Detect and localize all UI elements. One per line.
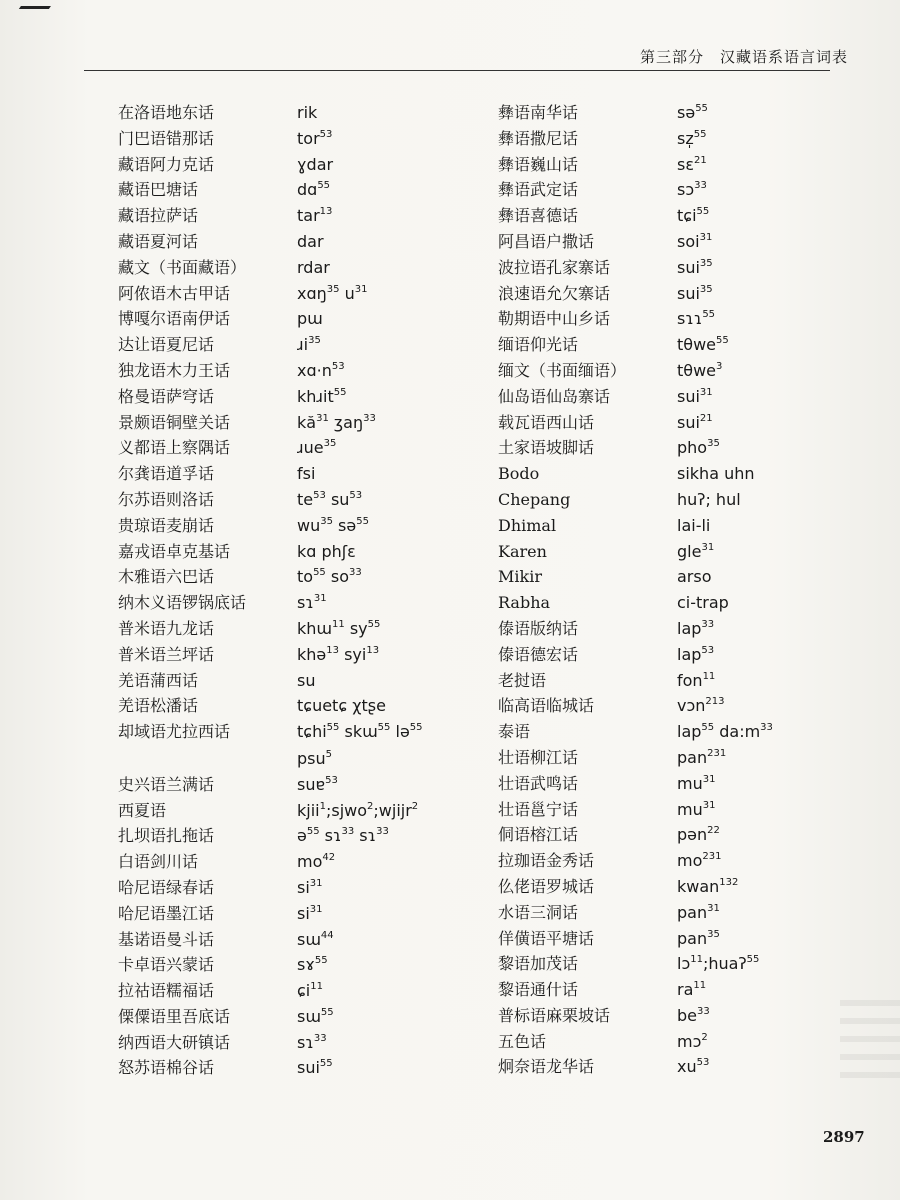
left-word-form: tor$^{53}$ (297, 128, 333, 148)
tone-superscript: 53 (701, 644, 715, 656)
right-dialect-name: Rabha (498, 593, 551, 613)
tone-superscript: 33 (701, 618, 715, 630)
tone-superscript: 5 (325, 748, 333, 760)
left-word-form: khɹit$^{55}$ (297, 386, 347, 406)
left-dialect-name: 白语剑川话 (118, 852, 199, 872)
right-word-form: sikha uhn (677, 464, 755, 484)
left-dialect-name (118, 746, 288, 772)
tone-superscript: 11 (702, 670, 716, 682)
right-word-form: tθwe$^3$ (677, 360, 723, 380)
right-dialect-name: 傣语版纳话 (498, 618, 579, 638)
left-dialect-name: 藏文（书面藏语） (118, 257, 247, 277)
right-dialect-name: 侗语榕江话 (498, 825, 579, 845)
right-dialect-name: 仫佬语罗城话 (498, 876, 595, 896)
tone-superscript: 33 (341, 826, 355, 838)
right-dialect-column (498, 100, 668, 1080)
left-dialect-name: 史兴语兰满话 (118, 774, 215, 794)
right-dialect-name: Karen (498, 541, 547, 561)
left-dialect-name: 格曼语萨穹话 (118, 386, 215, 406)
right-dialect-name: 壮语武鸣话 (498, 773, 579, 793)
tone-superscript: 53 (696, 1057, 710, 1069)
tone-superscript: 132 (719, 876, 739, 888)
right-dialect-name: 浪速语允欠寨话 (498, 283, 611, 303)
right-dialect-name: 泰语 (498, 722, 531, 742)
left-dialect-name: 纳木义语锣锅底话 (118, 593, 247, 613)
tone-superscript: 31 (702, 773, 716, 785)
right-dialect-name: 缅语仰光话 (498, 335, 579, 355)
right-dialect-name: 壮语邕宁话 (498, 799, 579, 819)
tone-superscript: 55 (319, 1058, 333, 1070)
right-dialect-name: 黎语加茂话 (498, 954, 579, 974)
left-word-form: sɯ$^{55}$ (297, 1006, 334, 1026)
tone-superscript: 53 (349, 489, 363, 501)
right-word-form: lai-li (677, 515, 711, 535)
page-number: 2897 (823, 1128, 865, 1146)
tone-superscript: 35 (699, 283, 713, 295)
right-dialect-name: 缅文（书面缅语） (498, 360, 627, 380)
right-word-form: sui$^{35}$ (677, 257, 713, 277)
right-word-form: lap$^{53}$ (677, 644, 715, 664)
tone-superscript: 55 (746, 954, 760, 966)
right-dialect-name: 阿昌语户撒话 (498, 231, 595, 251)
header-rule (84, 70, 830, 71)
left-word-form: pɯ (297, 309, 323, 329)
left-form-column (297, 100, 482, 1080)
right-dialect-name: 炯奈语龙华话 (498, 1057, 595, 1077)
right-word-form: pən$^{22}$ (677, 825, 720, 845)
right-dialect-name: 黎语通什话 (498, 980, 579, 1000)
right-dialect-name: 彝语武定话 (498, 180, 579, 200)
tone-superscript: 2 (701, 1031, 708, 1043)
left-word-form: ɣdar (297, 154, 334, 174)
right-word-form: kwan$^{132}$ (677, 876, 739, 896)
left-dialect-name: 藏语阿力克话 (118, 154, 215, 174)
tone-superscript: 55 (356, 515, 369, 527)
right-dialect-name: 彝语撒尼话 (498, 128, 579, 148)
right-word-form: gle$^{31}$ (677, 541, 715, 561)
left-word-form: ɹi$^{35}$ (297, 335, 321, 355)
tone-superscript: 31 (699, 231, 713, 243)
tone-superscript: 13 (366, 644, 380, 656)
tone-superscript: 35 (308, 335, 321, 347)
left-dialect-name: 哈尼语墨江话 (118, 903, 215, 923)
tone-superscript: 31 (699, 386, 713, 398)
left-dialect-name: 尔苏语则洛话 (118, 489, 215, 509)
tone-superscript: 53 (319, 128, 333, 140)
left-word-form: ɹue$^{35}$ (297, 438, 337, 458)
left-dialect-name: 独龙语木力王话 (118, 360, 231, 380)
right-word-form: pan$^{31}$ (677, 902, 720, 922)
right-word-form: sə$^{55}$ (677, 103, 708, 122)
left-dialect-name: 扎坝语扎拖话 (118, 826, 215, 846)
right-dialect-name: Chepang (498, 489, 571, 509)
left-word-form: suɐ$^{53}$ (297, 774, 338, 794)
right-word-form: lap$^{55}$ $da:m^{33}$ (677, 722, 773, 742)
left-word-form: $si^{31}$ (297, 877, 323, 897)
left-dialect-name: 达让语夏尼话 (118, 335, 215, 355)
tone-superscript: 11 (310, 981, 323, 993)
right-word-form: huʔ; hul (677, 489, 741, 509)
left-dialect-name: 景颇语铜壁关话 (118, 412, 231, 432)
right-word-form: $xu^{53}$ (677, 1057, 710, 1077)
tone-superscript: 55 (333, 386, 347, 398)
right-word-form: pho$^{35}$ (677, 438, 720, 458)
tone-superscript: 55 (317, 180, 331, 192)
right-dialect-name: 老挝语 (498, 670, 547, 690)
left-word-form: $kă^{31}$ ʒaŋ$^{33}$ (297, 412, 376, 432)
tone-superscript: 31 (316, 412, 329, 424)
tone-superscript: 55 (377, 722, 391, 734)
right-word-form: sui$^{35}$ (677, 283, 713, 303)
left-word-form: $to^{55}$ $so^{33}$ (297, 567, 362, 587)
bleed-through-text (840, 1000, 900, 1090)
left-word-form: sɤ$^{55}$ (297, 955, 328, 975)
left-word-form: ɕi$^{11}$ (297, 981, 323, 1001)
right-dialect-name: 临高语临城话 (498, 696, 595, 716)
tone-superscript: 13 (319, 206, 333, 218)
right-word-form: lap$^{33}$ (677, 618, 715, 638)
tone-superscript: 213 (705, 696, 725, 708)
tone-superscript: 21 (693, 154, 707, 166)
left-word-form: rdar (297, 257, 330, 277)
left-word-form: tar$^{13}$ (297, 206, 333, 226)
tone-superscript: 31 (701, 541, 715, 553)
left-word-form: $si^{31}$ (297, 903, 323, 923)
left-dialect-name: 门巴语错那话 (118, 128, 215, 148)
left-dialect-name: 藏语夏河话 (118, 231, 199, 251)
left-dialect-name: 却域语尤拉西话 (118, 722, 231, 742)
left-dialect-name: 怒苏语棉谷话 (118, 1058, 215, 1078)
left-word-form: $wu^{35}$ sə$^{55}$ (297, 515, 369, 535)
left-dialect-name: 阿侬语木古甲话 (118, 283, 231, 303)
right-dialect-name: 普标语麻栗坡话 (498, 1005, 611, 1025)
corner-mark (19, 0, 55, 9)
tone-superscript: 55 (320, 1006, 334, 1018)
right-word-form: $mo^{231}$ (677, 851, 722, 871)
left-dialect-name: 尔龚语道孚话 (118, 464, 215, 484)
right-word-form: mɔ$^2$ (677, 1031, 708, 1051)
right-dialect-name: 波拉语孔家寨话 (498, 257, 611, 277)
header-title: 汉藏语系语言词表 (720, 48, 849, 66)
left-word-form: xɑŋ$^{35}$ $u^{31}$ (297, 283, 368, 303)
right-word-form: fon$^{11}$ (677, 670, 716, 690)
left-word-form: sui$^{55}$ (297, 1058, 333, 1078)
left-dialect-name: 纳西语大研镇话 (118, 1032, 231, 1052)
left-dialect-name: 贵琼语麦崩话 (118, 515, 215, 535)
left-dialect-name: 西夏语 (118, 800, 167, 820)
left-word-form: tɕuetɕ χtʂe (297, 696, 386, 716)
left-dialect-name: 木雅语六巴话 (118, 567, 215, 587)
right-word-form: tθwe$^{55}$ (677, 335, 729, 355)
left-dialect-name: 傈僳语里吾底话 (118, 1006, 231, 1026)
left-dialect-name: 嘉戎语卓克基话 (118, 541, 231, 561)
right-word-form: $mu^{31}$ (677, 773, 716, 793)
left-dialect-name: 义都语上察隅话 (118, 438, 231, 458)
left-dialect-name: 普米语兰坪话 (118, 644, 215, 664)
left-word-form: $xɑ\cdot n^{53}$ (297, 360, 345, 380)
left-dialect-column (118, 100, 288, 1080)
tone-superscript: 53 (325, 774, 338, 786)
right-word-form: sui$^{21}$ (677, 412, 713, 432)
right-dialect-name: Mikir (498, 567, 542, 587)
right-dialect-name: 傣语德宏话 (498, 644, 579, 664)
left-word-form: sɯ$^{44}$ (297, 929, 334, 949)
right-word-form: tɕi$^{55}$ (677, 206, 710, 226)
left-word-form: sɿ$^{33}$ (297, 1032, 327, 1052)
tone-superscript: 53 (313, 489, 326, 501)
right-dialect-name: 勒期语中山乡话 (498, 309, 611, 329)
running-header (640, 46, 848, 67)
tone-superscript: 33 (363, 412, 376, 424)
tone-superscript: 55 (326, 722, 340, 734)
tone-superscript: 33 (376, 826, 389, 838)
left-word-form: fsi (297, 464, 316, 484)
right-word-form: pan$^{35}$ (677, 928, 720, 948)
tone-superscript: 55 (367, 618, 381, 630)
tone-superscript: 55 (313, 567, 326, 579)
right-dialect-name: Dhimal (498, 515, 557, 535)
tone-superscript: 55 (702, 309, 716, 321)
right-form-column (677, 100, 867, 1080)
left-dialect-name: 哈尼语绿春话 (118, 877, 215, 897)
left-word-form: $mo^{42}$ (297, 852, 336, 872)
right-word-form: lɔ$^{11}$;huaʔ$^{55}$ (677, 954, 760, 974)
left-word-form: ə$^{55}$ sɿ$^{33}$ sɿ$^{33}$ (297, 826, 389, 846)
left-word-form: kjii$^1$;sjwo$^2$;wjijr$^2$ (297, 800, 419, 820)
tone-superscript: 44 (320, 929, 334, 941)
tone-superscript: 33 (694, 180, 707, 192)
tone-superscript: 42 (322, 852, 336, 864)
right-dialect-name: 五色话 (498, 1031, 547, 1051)
right-word-form: sɛ$^{21}$ (677, 154, 707, 174)
tone-superscript: 35 (323, 438, 337, 450)
tone-superscript: 31 (313, 593, 327, 605)
tone-superscript: 55 (696, 206, 710, 218)
right-dialect-name: 仙岛语仙岛寨话 (498, 386, 611, 406)
left-word-form: dɑ$^{55}$ (297, 180, 331, 200)
right-dialect-name: 壮语柳江话 (498, 747, 579, 767)
left-word-form: kɑ phʃɛ (297, 541, 356, 561)
right-word-form: $be^{33}$ (677, 1005, 710, 1025)
tone-superscript: 55 (716, 335, 729, 347)
tone-superscript: 31 (354, 283, 368, 295)
tone-superscript: 2 (367, 800, 374, 812)
header-part: 第三部分 (640, 48, 705, 66)
right-word-form: sɿɿ$^{55}$ (677, 309, 716, 329)
left-dialect-name: 藏语巴塘话 (118, 180, 199, 200)
right-dialect-name: 土家语坡脚话 (498, 438, 595, 458)
right-dialect-name: 彝语南华话 (498, 103, 579, 122)
tone-superscript: 31 (309, 903, 323, 915)
tone-superscript: 35 (326, 283, 340, 295)
right-word-form: soi$^{31}$ (677, 231, 713, 251)
left-word-form: sɿ$^{31}$ (297, 593, 327, 613)
tone-superscript: 55 (314, 955, 328, 967)
tone-superscript: 33 (697, 1005, 710, 1017)
tone-superscript: 55 (306, 826, 320, 838)
tone-superscript: 55 (695, 103, 708, 114)
tone-superscript: 55 (693, 128, 707, 140)
right-dialect-name: 佯僙语平塘话 (498, 928, 595, 948)
right-dialect-name: 彝语巍山话 (498, 154, 579, 174)
tone-superscript: 33 (349, 567, 362, 579)
right-dialect-name: 水语三洞话 (498, 902, 579, 922)
tone-superscript: 35 (320, 515, 333, 527)
left-word-form: psu$^5$ (297, 748, 333, 768)
right-word-form: ci-trap (677, 593, 729, 613)
left-word-form: tɕhi$^{55}$ skɯ$^{55}$ lə$^{55}$ (297, 722, 423, 742)
tone-superscript: 35 (707, 928, 720, 940)
right-word-form: $ra^{11}$ (677, 980, 707, 1000)
tone-superscript: 33 (313, 1032, 327, 1044)
tone-superscript: 35 (699, 257, 713, 269)
left-word-form: khə$^{13}$ syi$^{13}$ (297, 644, 380, 664)
left-dialect-name: 卡卓语兴蒙话 (118, 955, 215, 975)
tone-superscript: 11 (332, 618, 345, 630)
right-word-form: vɔn$^{213}$ (677, 696, 725, 716)
right-dialect-name: 彝语喜德话 (498, 206, 579, 226)
right-dialect-name: 载瓦语西山话 (498, 412, 595, 432)
tone-superscript: 231 (702, 851, 722, 863)
tone-superscript: 3 (716, 360, 723, 372)
tone-superscript: 1 (319, 800, 326, 812)
left-word-form: dar (297, 231, 324, 251)
left-word-form: su (297, 670, 316, 690)
left-word-form: khɯ$^{11}$ $sy^{55}$ (297, 618, 381, 638)
tone-superscript: 2 (411, 800, 419, 812)
tone-superscript: 31 (702, 799, 716, 811)
left-dialect-name: 拉祜语糯福话 (118, 981, 215, 1001)
right-word-form: $mu^{31}$ (677, 799, 716, 819)
right-word-form: sui$^{31}$ (677, 386, 713, 406)
left-dialect-name: 羌语蒲西话 (118, 670, 199, 690)
tone-superscript: 21 (699, 412, 713, 424)
tone-superscript: 33 (760, 722, 773, 734)
tone-superscript: 13 (326, 644, 339, 656)
left-word-form: $te^{53}$ $su^{53}$ (297, 489, 363, 509)
tone-superscript: 55 (409, 722, 423, 734)
left-dialect-name: 普米语九龙话 (118, 618, 215, 638)
left-dialect-name: 基诺语曼斗话 (118, 929, 215, 949)
tone-superscript: 231 (707, 747, 727, 759)
tone-superscript: 11 (693, 980, 707, 992)
left-dialect-name: 羌语松潘话 (118, 696, 199, 716)
tone-superscript: 55 (701, 722, 715, 734)
left-dialect-name: 在洛语地东话 (118, 103, 215, 122)
tone-superscript: 11 (690, 954, 703, 966)
right-word-form: pan$^{231}$ (677, 747, 727, 767)
left-dialect-name: 博嘎尔语南伊话 (118, 309, 231, 329)
tone-superscript: 22 (707, 825, 720, 837)
tone-superscript: 31 (707, 902, 720, 914)
tone-superscript: 53 (331, 360, 345, 372)
tone-superscript: 35 (707, 438, 720, 450)
left-word-form: rik (297, 103, 318, 122)
tone-superscript: 31 (309, 877, 323, 889)
left-dialect-name: 藏语拉萨话 (118, 206, 199, 226)
right-word-form: sz̩$^{55}$ (677, 128, 707, 148)
right-word-form: arso (677, 567, 712, 587)
right-dialect-name: Bodo (498, 464, 540, 484)
right-dialect-name: 拉珈语金秀话 (498, 851, 595, 871)
right-word-form: sɔ$^{33}$ (677, 180, 707, 200)
